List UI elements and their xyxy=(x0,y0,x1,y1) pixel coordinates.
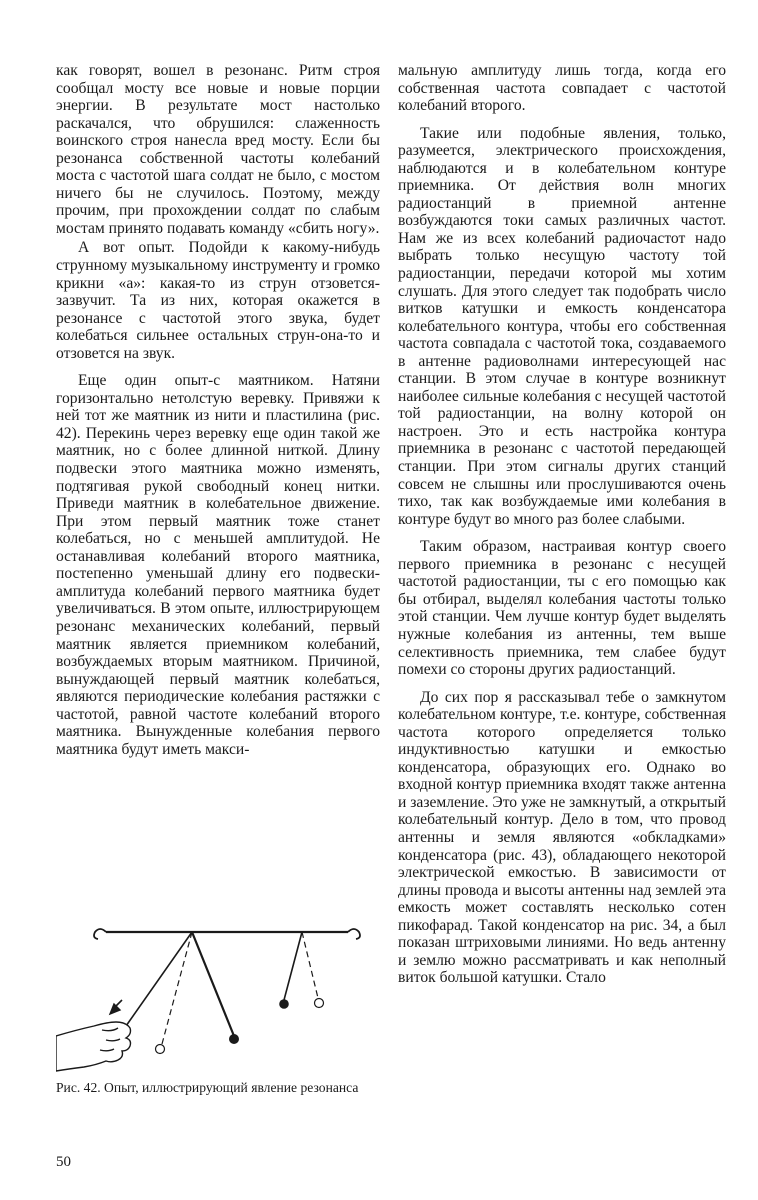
pendulum-figure xyxy=(56,918,380,1078)
rope xyxy=(94,929,360,939)
long-pendulum xyxy=(126,932,239,1054)
left-column xyxy=(56,62,380,758)
paragraph: мальную амплитуду лишь тогда, когда его собственная частота совпадает с частотой колебаний второго. xyxy=(398,62,726,115)
hand-drawing xyxy=(56,1000,131,1071)
pendulum-illustration xyxy=(56,918,380,1078)
figure-caption: Рис. 42. Опыт, иллюстрирующий явление резонанса xyxy=(56,1080,359,1095)
paragraph: Еще один опыт-с маятником. Натяни горизонтально нетолстую веревку. Привяжи к ней тот же маятник из нити и пластилина (рис. 42). Перекинь через веревку еще один такой же маятник, но с более длинной ниткой. Длину подвески этого маятника можно изменять, подтягивая рукой свободный конец нитки. Приведи маятник в колебательное движение. При этом первый маятник тоже станет колебаться, но с меньшей амплитудой. Не останавливая колебаний второго маятника, постепенно уменьшай длину его подвески-амплитуда колебаний первого маятника будет увеличиваться. В этом опыте, иллюстрирующем резонанс механических колебаний, первый маятник является приемником колебаний, возбуждаемых вторым маятником. Причиной, вынуждающей первый маятник колебаться, являются периодические колебания растяжки с частотой, равной частоте колебаний второго маятника. Вынужденные колебания первого маятника будут иметь макси- xyxy=(56,372,380,758)
paragraph: До сих пор я рассказывал тебе о замкнутом колебательном контуре, т.е. контуре, собственная частота которого определяется только индуктивностью катушки и емкостью конденсатора, образующих его. Однако во входной контур приемника входят также антенна и заземление. Это уже не замкнутый, а открытый колебательный контур. Дело в том, что провод антенны и земля являются «обкладками» конденсатора (рис. 43), обладающего некоторой электрической емкостью. В зависимости от длины провода и высоты антенны над землей эта емкость может составлять несколько сотен пикофарад. Такой конденсатор на рис. 34, а был показан штриховыми линиями. Но ведь антенну и землю можно рассматривать и как неполный виток большой катушки. Стало xyxy=(398,688,726,987)
page-number: 50 xyxy=(56,1154,71,1170)
right-column xyxy=(398,62,726,987)
paragraph: Такие или подобные явления, только, разумеется, электрического происхождения, наблюдаются и в колебательном контуре приемника. От действия волн многих радиостанций в приемной антенне возбуждаются токи самых различных частот. Нам же из всех колебаний радиочастот надо выбрать только несущую частоту той радиостанции, передачи которой мы хотим слушать. Для этого следует так подобрать число витков катушки и емкость конденсатора колебательного контура, чтобы его собственная частота совпадала с частотой тока, создаваемого в антенне радиоволнами интересующей нас станции. В этом случае в контуре возникнут наиболее сильные колебания с несущей частотой той радиостанции, на волну которой он настроен. Это и есть настройка контура приемника в резонанс с частотой передающей станции. При этом сигналы других станций совсем не слышны или прослушиваются очень тихо, так как возбуждаемые ими колебания в контуре будут во много раз более слабыми. xyxy=(398,124,726,528)
paragraph: А вот опыт. Подойди к какому-нибудь струнному музыкальному инструменту и громко крикни «а»: какая-то из струн отзовется-зазвучит. Та из них, которая окажется в резонансе с частотой этого звука, будет колебаться сильнее остальных струн-она-то и отзовется на звук. xyxy=(56,239,380,362)
paragraph: как говорят, вошел в резонанс. Ритм строя сообщал мосту все новые и новые порции энергии. В результате мост настолько раскачался, что обрушился: слаженность воинского строя нанесла вред мосту. Если бы резонанса собственной частоты колебаний моста с частотой шага солдат не было, с мостом ничего бы не случилось. Поэтому, между прочим, при прохождении солдат по слабым мостам принято подавать команду «сбить ногу». xyxy=(56,62,380,237)
short-pendulum xyxy=(279,932,323,1009)
paragraph: Таким образом, настраивая контур своего первого приемника в резонанс с несущей частотой радиостанции, ты с его помощью как бы отбирал, выделял колебания частоты только этой станции. Чем лучше контур будет выделять нужные колебания из антенны, тем выше селективность приемника, тем слабее будут помехи со стороны других радиостанций. xyxy=(398,538,726,679)
